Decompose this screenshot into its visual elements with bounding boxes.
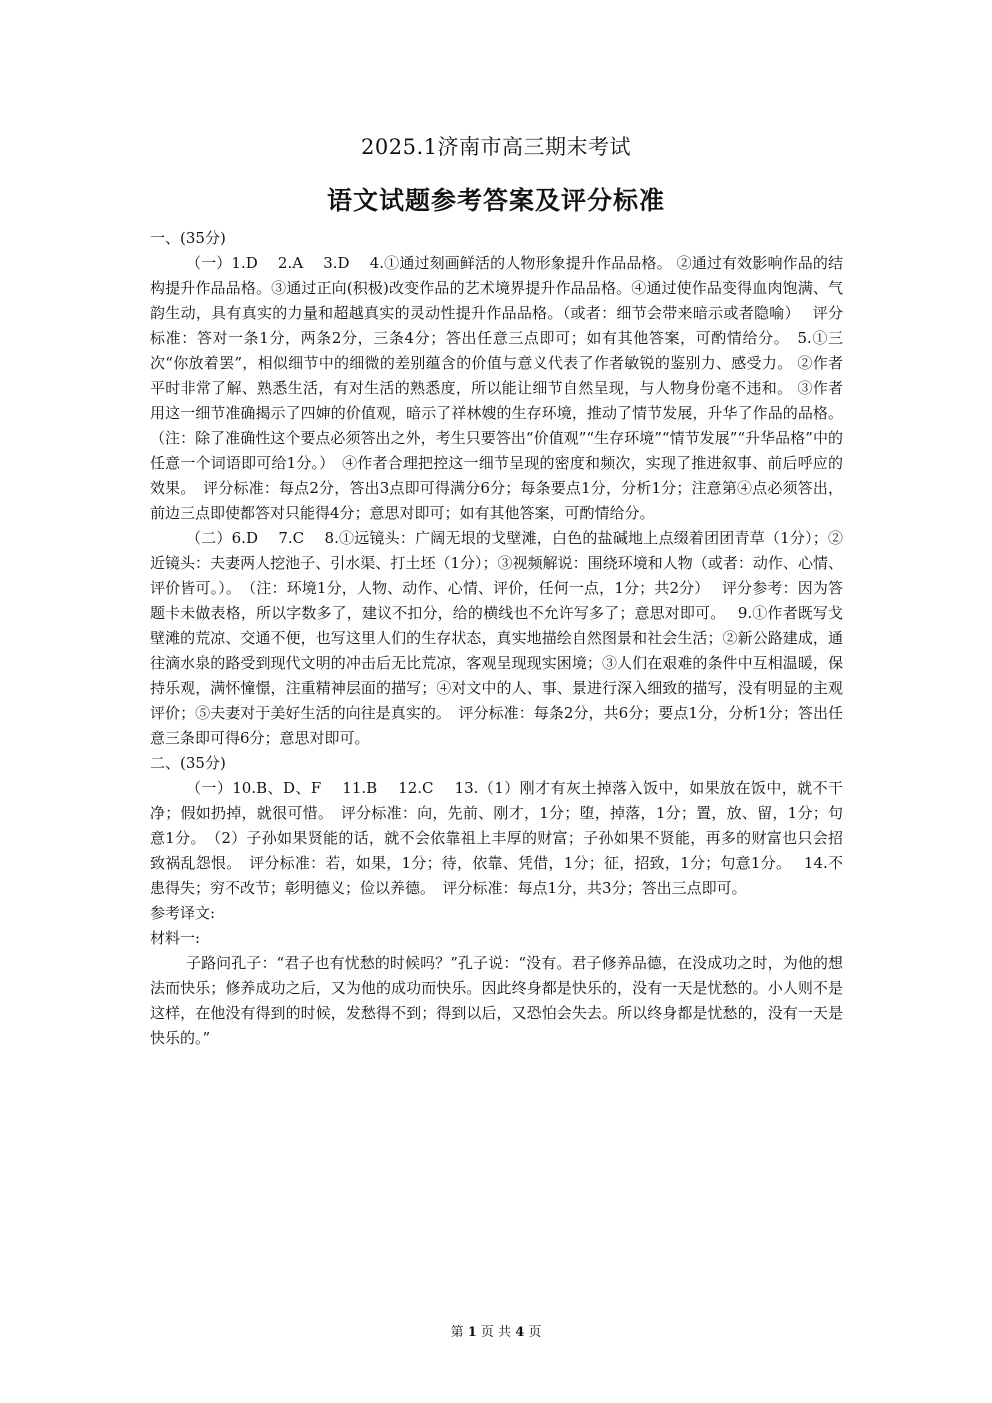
footer-pre: 第 <box>450 1325 464 1340</box>
section-heading-2: 二、(35分) <box>150 754 226 772</box>
section-heading-1: 一、(35分) <box>150 229 226 247</box>
document-subtitle: 语文试题参考答案及评分标准 <box>326 186 665 215</box>
footer-page-number: 1 <box>467 1325 477 1340</box>
answer-paragraph-2: （二）6.D 7.C 8.①远镜头：广阔无垠的戈壁滩，白色的盐碱地上点缀着团团青草（1分）；②近镜头：夫妻两人挖池子、引水渠、打土坯（1分）；③视频解说：围绕环境和人物（或者：动作、心情、评价皆可。）。 （注：环境1分，人物、动作、心情、评价，任何一点，1分；共2分） 评分参考：因为答题卡未做表格，所以字数多了，建议不扣分，给的横线也不允许写多了；意思对即可。 9.①作者既写戈壁滩的荒凉、交通不便，也写这里人们的生存状态，真实地描绘自然图景和社会生活；②新公路建成，通往滴水泉的路受到现代文明的冲击后无比荒凉，客观呈现现实困境；③人们在艰难的条件中互相温暖，保持乐观，满怀憧憬，注重精神层面的描写；④对文中的人、事、景进行深入细致的描写，没有明显的主观评价；⑤夫妻对于美好生活的向往是真实的。 评分标准：每条2分，共6分；要点1分，分析1分；答出任意三条即可得6分；意思对即可。 <box>150 529 843 747</box>
answer-paragraph-3: （一）10.B、D、F 11.B 12.C 13.（1）刚才有灰土掉落入饭中，如果放在饭中，就不干净；假如扔掉，就很可惜。 评分标准：向，先前、刚才，1分；堕，掉落，1分；置，放、留，1分；句意1分。 （2）子孙如果贤能的话，就不会依靠祖上丰厚的财富；子孙如果不贤能，再多的财富也只会招致祸乱怨恨。 评分标准：若，如果，1分；待，依靠、凭借，1分；征，招致，1分；句意1分。 14.不患得失；穷不改节；彰明德义；俭以养德。 评分标准：每点1分，共3分；答出三点即可。 <box>150 779 843 897</box>
translation-paragraph: 子路问孔子：“君子也有忧愁的时候吗？”孔子说：“没有。君子修养品德，在没成功之时，为他的想法而快乐；修养成功之后，又为他的成功而快乐。因此终身都是快乐的，没有一天是忧愁的。小人则不是这样，在他没有得到的时候，发愁得不到；得到以后，又恐怕会失去。所以终身都是忧愁的，没有一天是快乐的。” <box>150 954 843 1047</box>
reference-translation-heading: 参考译文: <box>150 904 216 922</box>
document-title: 2025.1济南市高三期末考试 <box>361 135 631 159</box>
footer-post: 页 <box>528 1325 542 1340</box>
footer-mid: 页 共 <box>480 1325 512 1340</box>
footer-total-pages: 4 <box>515 1325 525 1340</box>
answer-paragraph-1: （一）1.D 2.A 3.D 4.①通过刻画鲜活的人物形象提升作品品格。 ②通过有效影响作品的结构提升作品品格。③通过正向(积极)改变作品的艺术境界提升作品品格。④通过使作品变得血肉饱满、气韵生动，具有真实的力量和超越真实的灵动性提升作品品格。（或者：细节会带来暗示或者隐喻） 评分标准：答对一条1分，两条2分，三条4分；答出任意三点即可；如有其他答案，可酌情给分。 5.①三次“你放着罢”，相似细节中的细微的差别蕴含的价值与意义代表了作者敏锐的鉴别力、感受力。 ②作者平时非常了解、熟悉生活，有对生活的熟悉度，所以能让细节自然呈现，与人物身份毫不违和。 ③作者用这一细节准确揭示了四婶的价值观，暗示了祥林嫂的生存环境，推动了情节发展，升华了作品的品格。（注：除了准确性这个要点必须答出之外，考生只要答出“价值观”“生存环境”“情节发展”“升华品格”中的任意一个词语即可给1分。） ④作者合理把控这一细节呈现的密度和频次，实现了推进叙事、前后呼应的效果。 评分标准：每点2分，答出3点即可得满分6分；每条要点1分，分析1分；注意第④点必须答出，前边三点即使都答对只能得4分；意思对即可；如有其他答案，可酌情给分。 <box>150 254 843 522</box>
material-one-heading: 材料一: <box>150 929 201 947</box>
page-footer <box>0 1321 992 1340</box>
document-body <box>150 226 843 1051</box>
